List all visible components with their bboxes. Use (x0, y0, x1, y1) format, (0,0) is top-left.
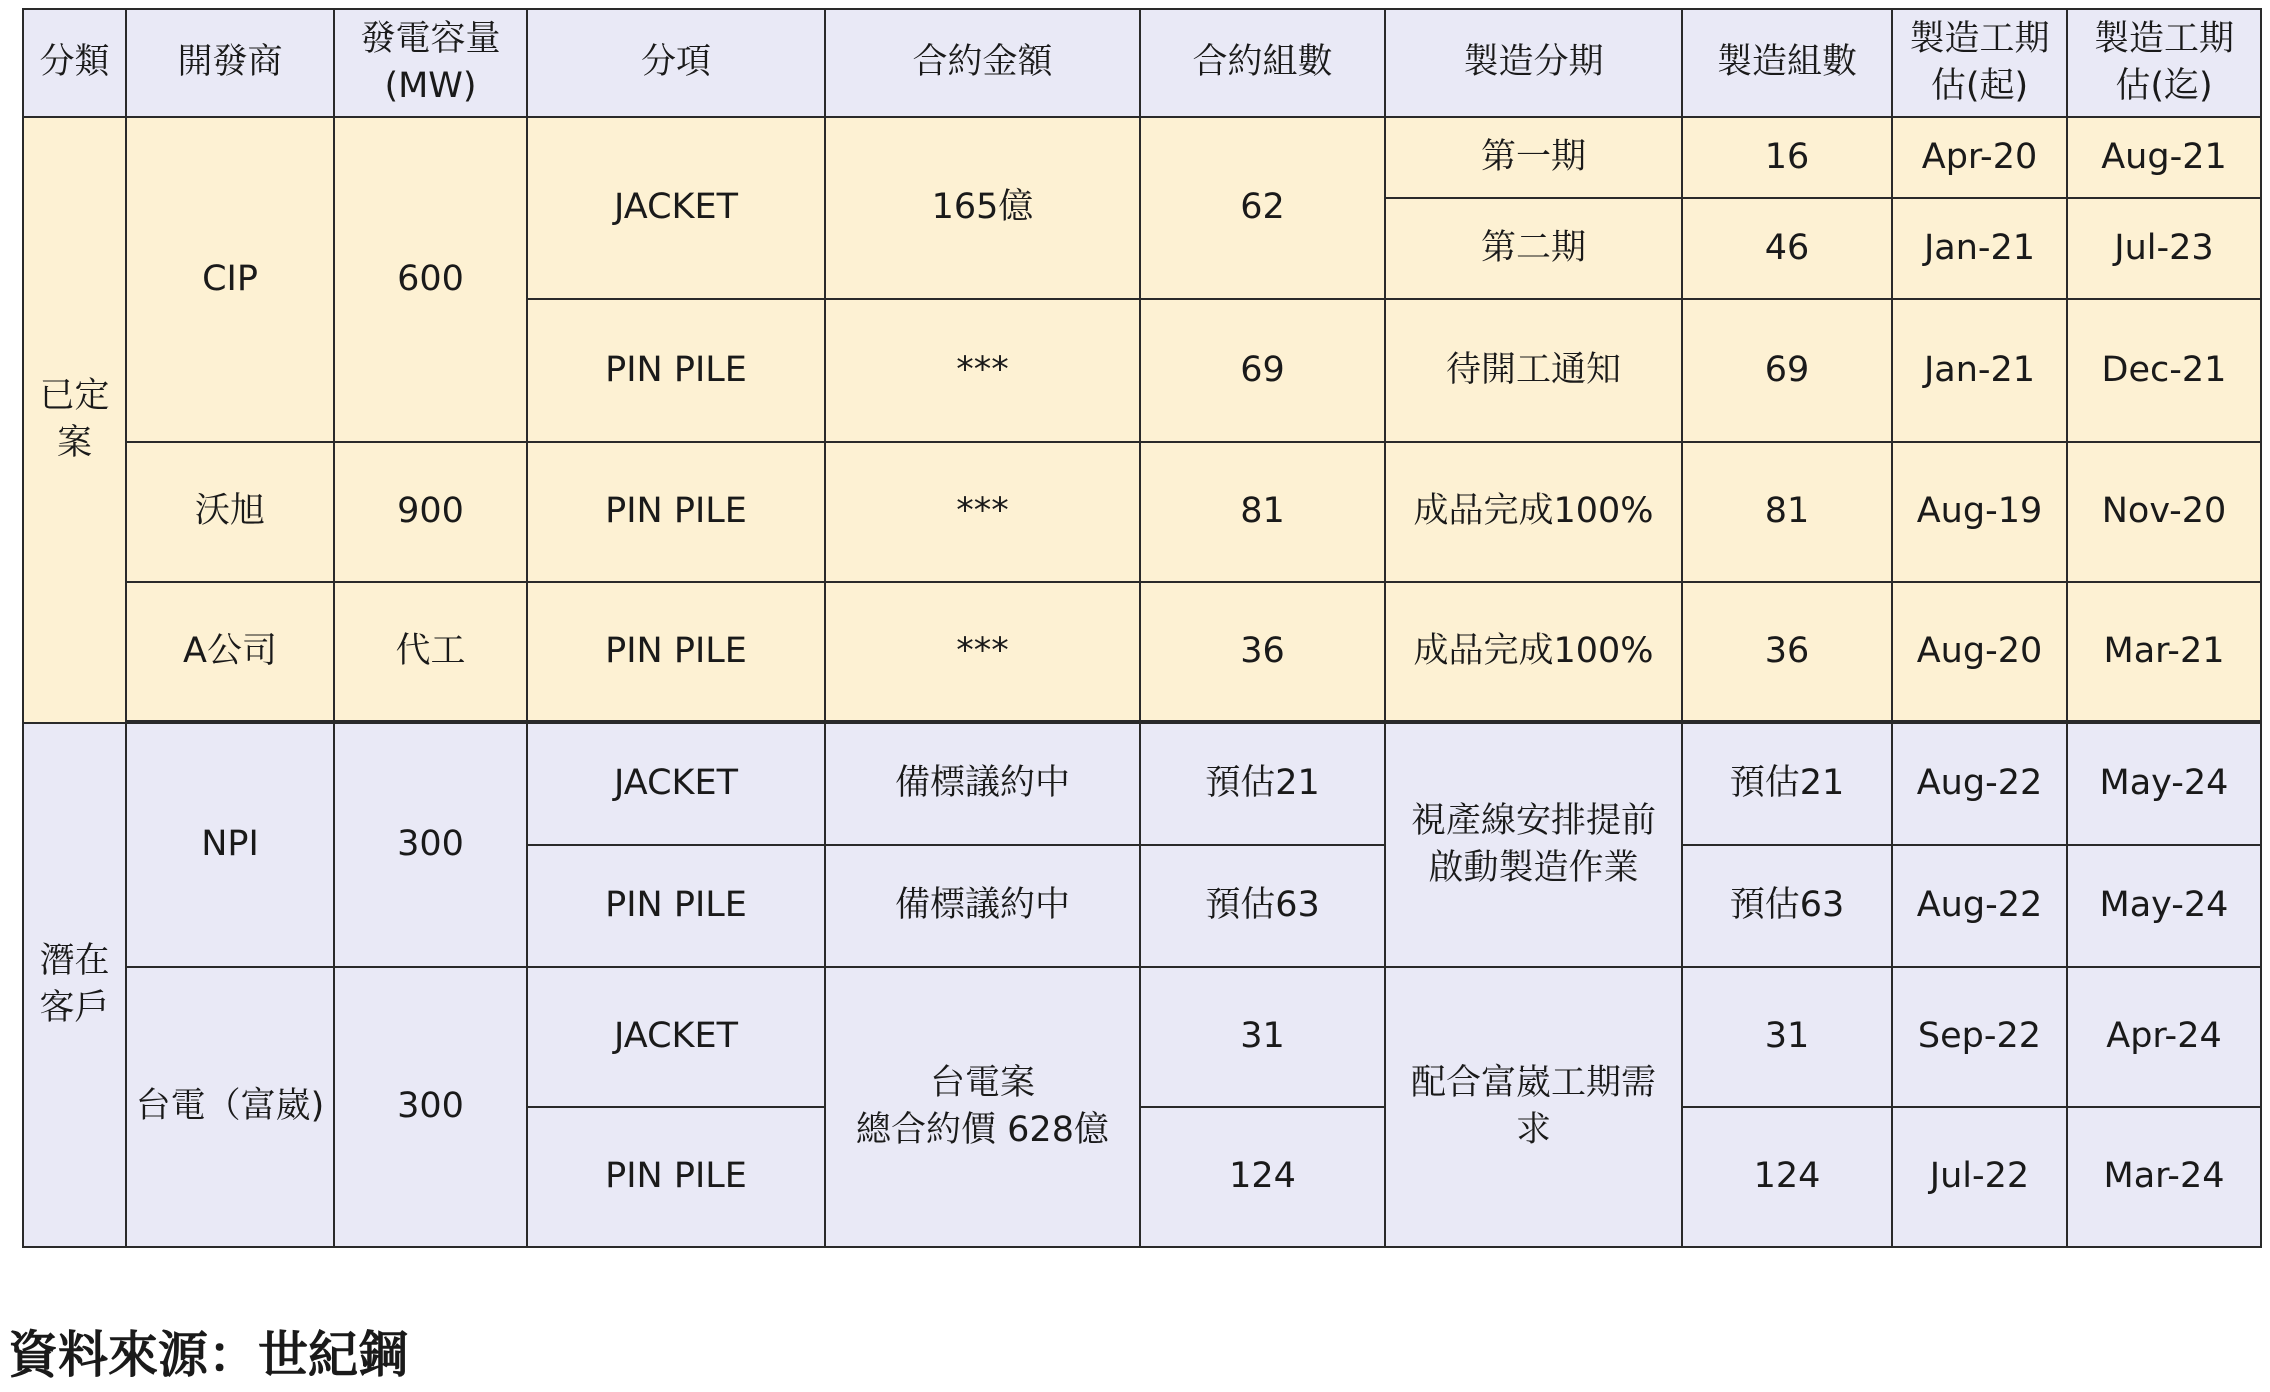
contract-sets-company-a: 36 (1140, 582, 1385, 721)
header-mfg-sets: 製造組數 (1682, 9, 1892, 117)
header-contract-sets: 合約組數 (1140, 9, 1385, 117)
developer-company-a: A公司 (126, 582, 334, 721)
group-confirmed: 已定 案 (23, 117, 126, 723)
header-phase: 製造分期 (1385, 9, 1682, 117)
amount-cip-pin-pile: *** (825, 299, 1140, 442)
item-woxu: PIN PILE (527, 442, 825, 582)
amount-npi-jacket: 備標議約中 (825, 723, 1140, 845)
developer-woxu: 沃旭 (126, 442, 334, 582)
contract-sets-npi-pin-pile: 預估63 (1140, 845, 1385, 967)
phase-cip-jacket-1: 第一期 (1385, 117, 1682, 198)
item-taipower-pin-pile: PIN PILE (527, 1107, 825, 1247)
header-start: 製造工期 估(起) (1892, 9, 2067, 117)
start-npi-jacket: Aug-22 (1892, 723, 2067, 845)
header-end: 製造工期 估(迄) (2067, 9, 2261, 117)
contract-sets-taipower-pin-pile: 124 (1140, 1107, 1385, 1247)
end-company-a: Mar-21 (2067, 582, 2261, 721)
amount-cip-jacket: 165億 (825, 117, 1140, 299)
end-taipower-pin-pile: Mar-24 (2067, 1107, 2261, 1247)
table-row (23, 723, 2261, 845)
contract-sets-cip-pin-pile: 69 (1140, 299, 1385, 442)
start-npi-pin-pile: Aug-22 (1892, 845, 2067, 967)
mfg-sets-taipower-pin-pile: 124 (1682, 1107, 1892, 1247)
phase-cip-pin-pile: 待開工通知 (1385, 299, 1682, 442)
table-row (23, 117, 2261, 198)
start-cip-jacket-2: Jan-21 (1892, 198, 2067, 299)
table-row (23, 442, 2261, 582)
contract-sets-cip-jacket: 62 (1140, 117, 1385, 299)
mfg-sets-taipower-jacket: 31 (1682, 967, 1892, 1107)
amount-company-a: *** (825, 582, 1140, 721)
phase-company-a: 成品完成100% (1385, 582, 1682, 721)
mfg-sets-company-a: 36 (1682, 582, 1892, 721)
mfg-sets-npi-pin-pile: 預估63 (1682, 845, 1892, 967)
end-cip-pin-pile: Dec-21 (2067, 299, 2261, 442)
start-company-a: Aug-20 (1892, 582, 2067, 721)
mfg-sets-woxu: 81 (1682, 442, 1892, 582)
mfg-sets-npi-jacket: 預估21 (1682, 723, 1892, 845)
end-taipower-jacket: Apr-24 (2067, 967, 2261, 1107)
table-row (23, 967, 2261, 1107)
table-row (23, 582, 2261, 721)
developer-taipower: 台電（富崴) (126, 967, 334, 1247)
contract-table (22, 8, 2262, 1248)
phase-woxu: 成品完成100% (1385, 442, 1682, 582)
start-woxu: Aug-19 (1892, 442, 2067, 582)
contract-sets-woxu: 81 (1140, 442, 1385, 582)
end-npi-jacket: May-24 (2067, 723, 2261, 845)
mfg-sets-cip-pin-pile: 69 (1682, 299, 1892, 442)
source-note: 資料來源：世紀鋼 (8, 1326, 408, 1384)
item-company-a: PIN PILE (527, 582, 825, 721)
header-row (23, 9, 2261, 117)
start-taipower-pin-pile: Jul-22 (1892, 1107, 2067, 1247)
end-woxu: Nov-20 (2067, 442, 2261, 582)
header-amount: 合約金額 (825, 9, 1140, 117)
capacity-cip: 600 (334, 117, 527, 442)
capacity-woxu: 900 (334, 442, 527, 582)
item-cip-pin-pile: PIN PILE (527, 299, 825, 442)
developer-npi: NPI (126, 723, 334, 967)
start-taipower-jacket: Sep-22 (1892, 967, 2067, 1107)
end-cip-jacket-2: Jul-23 (2067, 198, 2261, 299)
item-npi-jacket: JACKET (527, 723, 825, 845)
capacity-taipower: 300 (334, 967, 527, 1247)
item-taipower-jacket: JACKET (527, 967, 825, 1107)
capacity-company-a: 代工 (334, 582, 527, 721)
end-cip-jacket-1: Aug-21 (2067, 117, 2261, 198)
start-cip-pin-pile: Jan-21 (1892, 299, 2067, 442)
header-developer: 開發商 (126, 9, 334, 117)
header-capacity: 發電容量 (MW) (334, 9, 527, 117)
start-cip-jacket-1: Apr-20 (1892, 117, 2067, 198)
end-npi-pin-pile: May-24 (2067, 845, 2261, 967)
capacity-npi: 300 (334, 723, 527, 967)
amount-woxu: *** (825, 442, 1140, 582)
mfg-sets-cip-jacket-2: 46 (1682, 198, 1892, 299)
contract-sets-taipower-jacket: 31 (1140, 967, 1385, 1107)
phase-cip-jacket-2: 第二期 (1385, 198, 1682, 299)
phase-npi: 視產線安排提前 啟動製造作業 (1385, 723, 1682, 967)
developer-cip: CIP (126, 117, 334, 442)
header-category: 分類 (23, 9, 126, 117)
item-cip-jacket: JACKET (527, 117, 825, 299)
contract-sets-npi-jacket: 預估21 (1140, 723, 1385, 845)
mfg-sets-cip-jacket-1: 16 (1682, 117, 1892, 198)
header-item: 分項 (527, 9, 825, 117)
amount-taipower: 台電案 總合約價 628億 (825, 967, 1140, 1247)
amount-npi-pin-pile: 備標議約中 (825, 845, 1140, 967)
item-npi-pin-pile: PIN PILE (527, 845, 825, 967)
phase-taipower: 配合富崴工期需 求 (1385, 967, 1682, 1247)
group-potential: 潛在 客戶 (23, 723, 126, 1247)
